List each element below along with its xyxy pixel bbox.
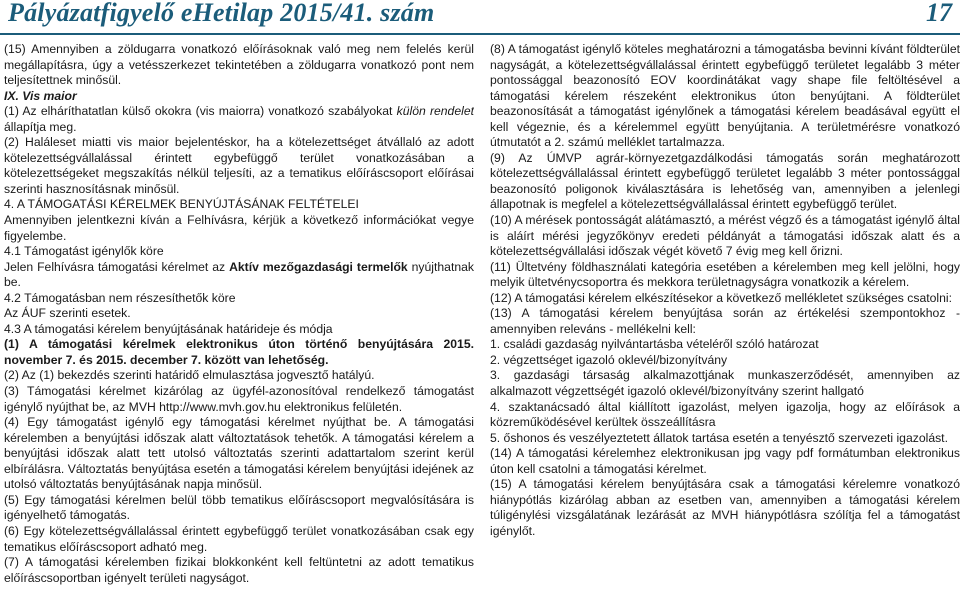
section-heading: IX. Vis maior: [4, 88, 77, 103]
paragraph: (3) Támogatási kérelmet kizárólag az ügyfél-azonosítóval rendelkező támogatást igénylő nyújthat be, az MVH http://www.mvh.gov.hu elektronikus felületén.: [4, 384, 474, 414]
paragraph-part: nyújthatnak be.: [4, 259, 474, 290]
right-column: [490, 42, 960, 616]
paragraph: 5. őshonos és veszélyeztetett állatok tartása esetén a tenyésztő szervezeti igazolást.: [490, 430, 948, 445]
paragraph: 3. gazdasági társaság alkalmazottjának munkaszerződését, amennyiben az alkalmazott végzettségét igazoló oklevél/bizonyítvány szerint hallgató: [490, 368, 960, 399]
paragraph: [4, 104, 474, 135]
paragraph-part: Aktív mezőgazdasági termelők: [229, 259, 408, 274]
paragraph: 4.2 Támogatásban nem részesíthetők köre: [4, 290, 236, 305]
paragraph: (2) Az (1) bekezdés szerinti határidő elmulasztása jogvesztő hatályú.: [4, 368, 375, 383]
page-header: [0, 0, 960, 34]
paragraph-part: (1) Az elháríthatatlan külső okokra (vis maiorra) vonatkozó szabályokat: [4, 104, 397, 119]
paragraph: Amennyiben jelentkezni kíván a Felhívásra, kérjük a következő információkat vegye figyelembe.: [4, 213, 474, 243]
paragraph: (5) Egy támogatási kérelmen belül több tematikus előíráscsoport megvalósítására is igényelhető támogatás.: [4, 492, 474, 523]
paragraph: [4, 260, 474, 291]
header-divider: [0, 33, 960, 35]
paragraph: 4.3 A támogatási kérelem benyújtásának határideje és módja: [4, 321, 333, 336]
paragraph: 2. végzettséget igazoló oklevél/bizonyítvány: [490, 352, 728, 367]
paragraph: (7) A támogatási kérelemben fizikai blokkonként kell feltüntetni az adott tematikus előíráscsoportban igényelt területi nagyságot.: [4, 555, 474, 585]
paragraph: (6) Egy kötelezettségvállalással érintett egybefüggő terület vonatkozásában csak egy tematikus előíráscsoport adható meg.: [4, 523, 474, 554]
paragraph: (13) A támogatási kérelem benyújtása során az értékelési szempontokhoz - amennyiben releváns - mellékelni kell:: [490, 306, 960, 336]
paragraph: (8) A támogatást igénylő köteles meghatározni a támogatásba bevinni kívánt földterület nagyságát, a kötelezettségvállalással érintett egybefüggő területet legalább 3 méter pontossággal beazonosító EOV koordinátákat vagy shape file feltöltésével a támogatási kérelem részeként elektronikus úton benyújtani. A földterület beazonosítását a támogatást igénylőnek a támogatási kérelem beadásával együtt el kell végeznie, és a kérelemmel együtt benyújtania. A területmérésre vonatkozó útmutatót a 2. számú melléklet tartalmazza.: [490, 42, 960, 150]
page-number: 17: [926, 0, 952, 27]
paragraph-part: külön rendelet: [396, 104, 474, 119]
paragraph: 4. A TÁMOGATÁSI KÉRELMEK BENYÚJTÁSÁNAK FELTÉTELEI: [4, 197, 359, 212]
paragraph: (12) A támogatási kérelem elkészítésekor a következő mellékletet szükséges csatolni:: [490, 290, 952, 305]
paragraph: (15) A támogatási kérelem benyújtására csak a támogatási kérelemre vonatkozó hiánypótlás kizárólag abban az esetben van, amennyiben a támogatási kérelem túligénylési vizsgálatának lezárását az MVH hiánypótlásra szólítja fel a támogatást igénylőt.: [490, 477, 960, 538]
paragraph: 4.1 Támogatást igénylők köre: [4, 244, 164, 259]
paragraph: 1. családi gazdaság nyilvántartásba vételéről szóló határozat: [490, 337, 819, 352]
paragraph: 4. szaktanácsadó által kiállított igazolást, melyen igazolja, hogy az előírások a közreműködésével kerültek összeállításra: [490, 399, 960, 430]
paragraph-part: állapítja meg.: [4, 119, 77, 134]
paragraph: (11) Ültetvény földhasználati kategória esetében a kérelemben meg kell jelölni, hogy melyik ültetvénycsoportra és mekkora területnagyságra vonatkozik a kérelem.: [490, 259, 960, 290]
paragraph: (10) A mérések pontosságát alátámasztó, a mérést végző és a támogatást igénylő által is aláírt mérési jegyzőkönyv eredeti példányát a támogatási időszak alatt és a kötelezettségvállalási időszak végét követő 7 évig meg kell őrizni.: [490, 213, 960, 259]
paragraph: (2) Haláleset miatti vis maior bejelentéskor, ha a kötelezettséget átvállaló az adott kötelezettségvállalással érintett egybefüggő terület vonatkozásában a kötelezettségeket megszakítás nélkül teljesíti, az a tematikus előíráscsoport előírásai szerinti hasznosításnak minősül.: [4, 135, 474, 196]
paragraph: (9) Az ÚMVP agrár-környezetgazdálkodási támogatás során meghatározott kötelezettségvállalással érintett egybefüggő területet legalább 3 méter pontossággal beazonosító poligonok kiválasztására is lehetőség van, amennyiben a jelenlegi állapotnak is megfelel a kötelezettségvállalással érintett egybefüggő terület.: [490, 150, 960, 212]
left-column: [4, 42, 474, 616]
paragraph: (15) Amennyiben a zöldugarra vonatkozó előírásoknak való meg nem felelés kerül megállapításra, úgy a vetésszerkezet tekintetében a zöldugarra vonatkozó pont nem teljesítettnek minősül.: [4, 42, 474, 88]
paragraph: (14) A támogatási kérelemhez elektronikusan jpg vagy pdf formátumban elektronikus úton kell csatolni a támogatási kérelmet.: [490, 446, 960, 476]
paragraph: (4) Egy támogatást igénylő egy támogatási kérelmet nyújthat be. A támogatási kérelemben a benyújtási időszak alatt változtatások tehetők. A támogatási kérelem a benyújtási időszak alatt tett utolsó változtatás szerinti adattartalom szerint kerül elbírálásra. Változtatás benyújtása esetén a támogatási kérelem benyújtási idejének az utolsó változtatás benyújtásának napja minősül.: [4, 415, 474, 492]
publication-title: Pályázatfigyelő eHetilap 2015/41. szám: [8, 0, 435, 27]
paragraph-part: Jelen Felhívásra támogatási kérelmet az: [4, 259, 230, 274]
deadline-paragraph: (1) A támogatási kérelmek elektronikus úton történő benyújtására 2015. november 7. és 2015. december 7. között van lehetőség.: [4, 337, 474, 367]
paragraph: Az ÁUF szerinti esetek.: [4, 306, 131, 321]
